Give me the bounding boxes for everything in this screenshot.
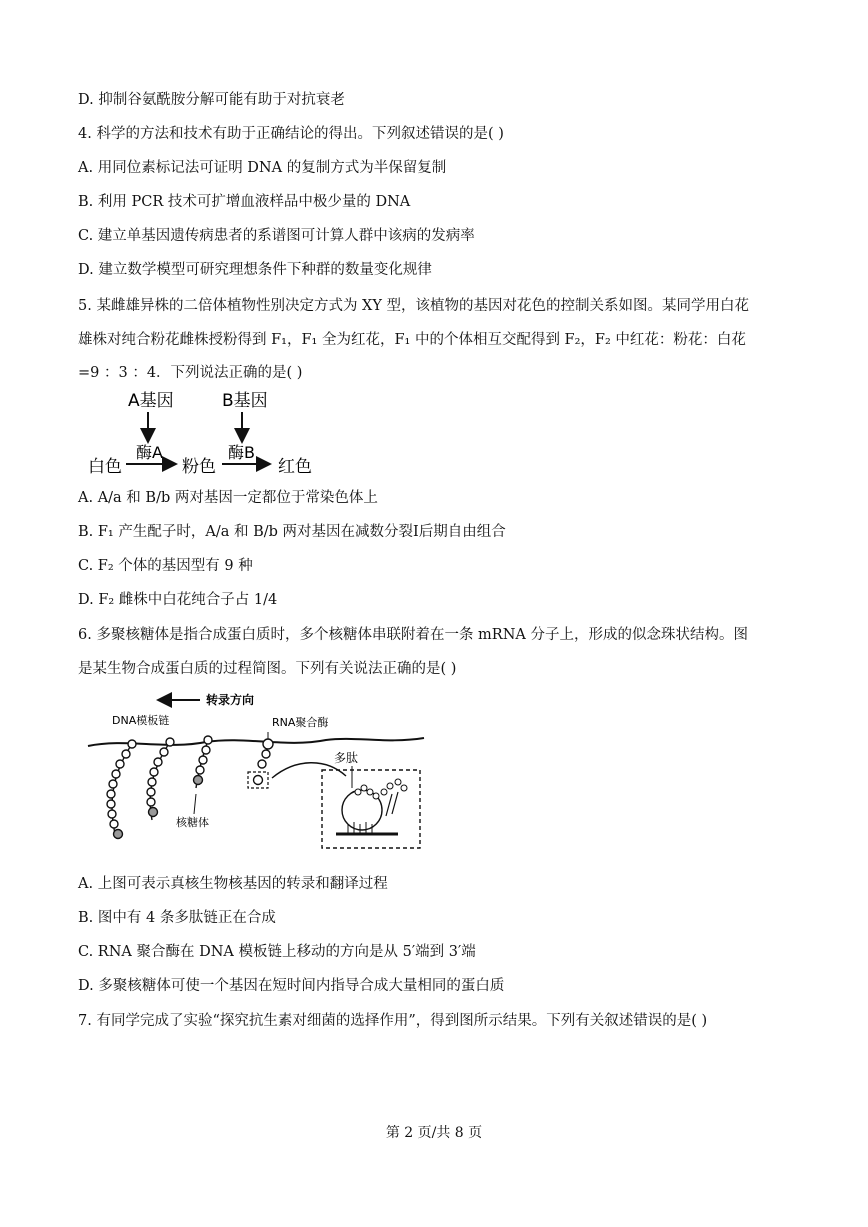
option-5b: B. F₁ 产生配子时，A/a 和 B/b 两对基因在减数分裂Ⅰ后期自由组合 bbox=[78, 524, 506, 540]
transcription-direction-label: 转录方向 bbox=[206, 693, 255, 707]
question-5-stem-line2: 雄株对纯合粉花雌株授粉得到 F₁，F₁ 全为红花，F₁ 中的个体相互交配得到 F₂，F₂ 中红花：粉花：白花 bbox=[78, 332, 746, 348]
option-4a: A. 用同位素标记法可证明 DNA 的复制方式为半保留复制 bbox=[78, 160, 447, 176]
question-5-stem-line3: =9 ：3 ：4．下列说法正确的是( ) bbox=[78, 365, 303, 381]
dna-template-label: DNA模板链 bbox=[112, 714, 170, 727]
option-4b: B. 利用 PCR 技术可扩增血液样品中极少量的 DNA bbox=[78, 194, 411, 210]
question-4-stem: 4. 科学的方法和技术有助于正确结论的得出。下列叙述错误的是( ) bbox=[78, 126, 504, 142]
trna-molecule bbox=[386, 792, 398, 816]
flower-color-pathway-diagram bbox=[80, 388, 340, 480]
question-6-stem-line2: 是某生物合成蛋白质的过程简图。下列有关说法正确的是( ) bbox=[78, 661, 457, 677]
option-6b: B. 图中有 4 条多肽链正在合成 bbox=[78, 910, 276, 926]
mrna-strand-4 bbox=[254, 739, 274, 785]
option-4d: D. 建立数学模型可研究理想条件下种群的数量变化规律 bbox=[78, 262, 432, 278]
enzyme-a-label: 酶A bbox=[136, 443, 163, 462]
question-6-stem-line1: 6. 多聚核糖体是指合成蛋白质时，多个核糖体串联附着在一条 mRNA 分子上，形成的似念珠状结构。图 bbox=[78, 627, 748, 643]
polypeptide-chain bbox=[355, 779, 407, 799]
ribosome-label: 核糖体 bbox=[176, 816, 209, 829]
question-7-stem: 7. 有同学完成了实验“探究抗生素对细菌的选择作用”，得到图所示结果。下列有关叙述错误的是( ) bbox=[78, 1013, 708, 1029]
option-5a: A. A/a 和 B/b 两对基因一定都位于常染色体上 bbox=[78, 490, 378, 506]
page-footer: 第 2 页/共 8 页 bbox=[385, 1125, 483, 1141]
zoomed-ribosome-box bbox=[322, 770, 420, 848]
pink-color-label: 粉色 bbox=[182, 457, 216, 477]
enzyme-b-label: 酶B bbox=[228, 443, 255, 462]
question-5-stem-line1: 5. 某雌雄异株的二倍体植物性别决定方式为 XY 型，该植物的基因对花色的控制关系如图。某同学用白花 bbox=[78, 298, 750, 314]
option-4c: C. 建立单基因遗传病患者的系谱图可计算人群中该病的发病率 bbox=[78, 228, 475, 244]
gene-a-label: A基因 bbox=[128, 391, 174, 411]
mrna-strand-2 bbox=[147, 738, 174, 820]
mrna-strand-1 bbox=[107, 740, 136, 839]
dna-template-strand bbox=[88, 738, 424, 746]
codon-marks bbox=[348, 822, 372, 834]
polypeptide-label: 多肽 bbox=[334, 751, 359, 765]
white-color-label: 白色 bbox=[88, 457, 122, 477]
option-5d: D. F₂ 雌株中白花纯合子占 1/4 bbox=[78, 592, 278, 608]
rna-polymerase-label: RNA聚合酶 bbox=[272, 716, 329, 729]
option-6d: D. 多聚核糖体可使一个基因在短时间内指导合成大量相同的蛋白质 bbox=[78, 978, 505, 994]
gene-b-label: B基因 bbox=[222, 391, 268, 411]
red-color-label: 红色 bbox=[278, 457, 312, 477]
ribosome-pointer-line bbox=[194, 794, 196, 814]
option-6a: A. 上图可表示真核生物核基因的转录和翻译过程 bbox=[78, 876, 388, 892]
option-6c: C. RNA 聚合酶在 DNA 模板链上移动的方向是从 5′端到 3′端 bbox=[78, 944, 476, 960]
option-3d: D. 抑制谷氨酰胺分解可能有助于对抗衰老 bbox=[78, 92, 345, 108]
zoom-connector bbox=[272, 763, 346, 778]
option-5c: C. F₂ 个体的基因型有 9 种 bbox=[78, 558, 253, 574]
polyribosome-diagram bbox=[86, 688, 426, 856]
